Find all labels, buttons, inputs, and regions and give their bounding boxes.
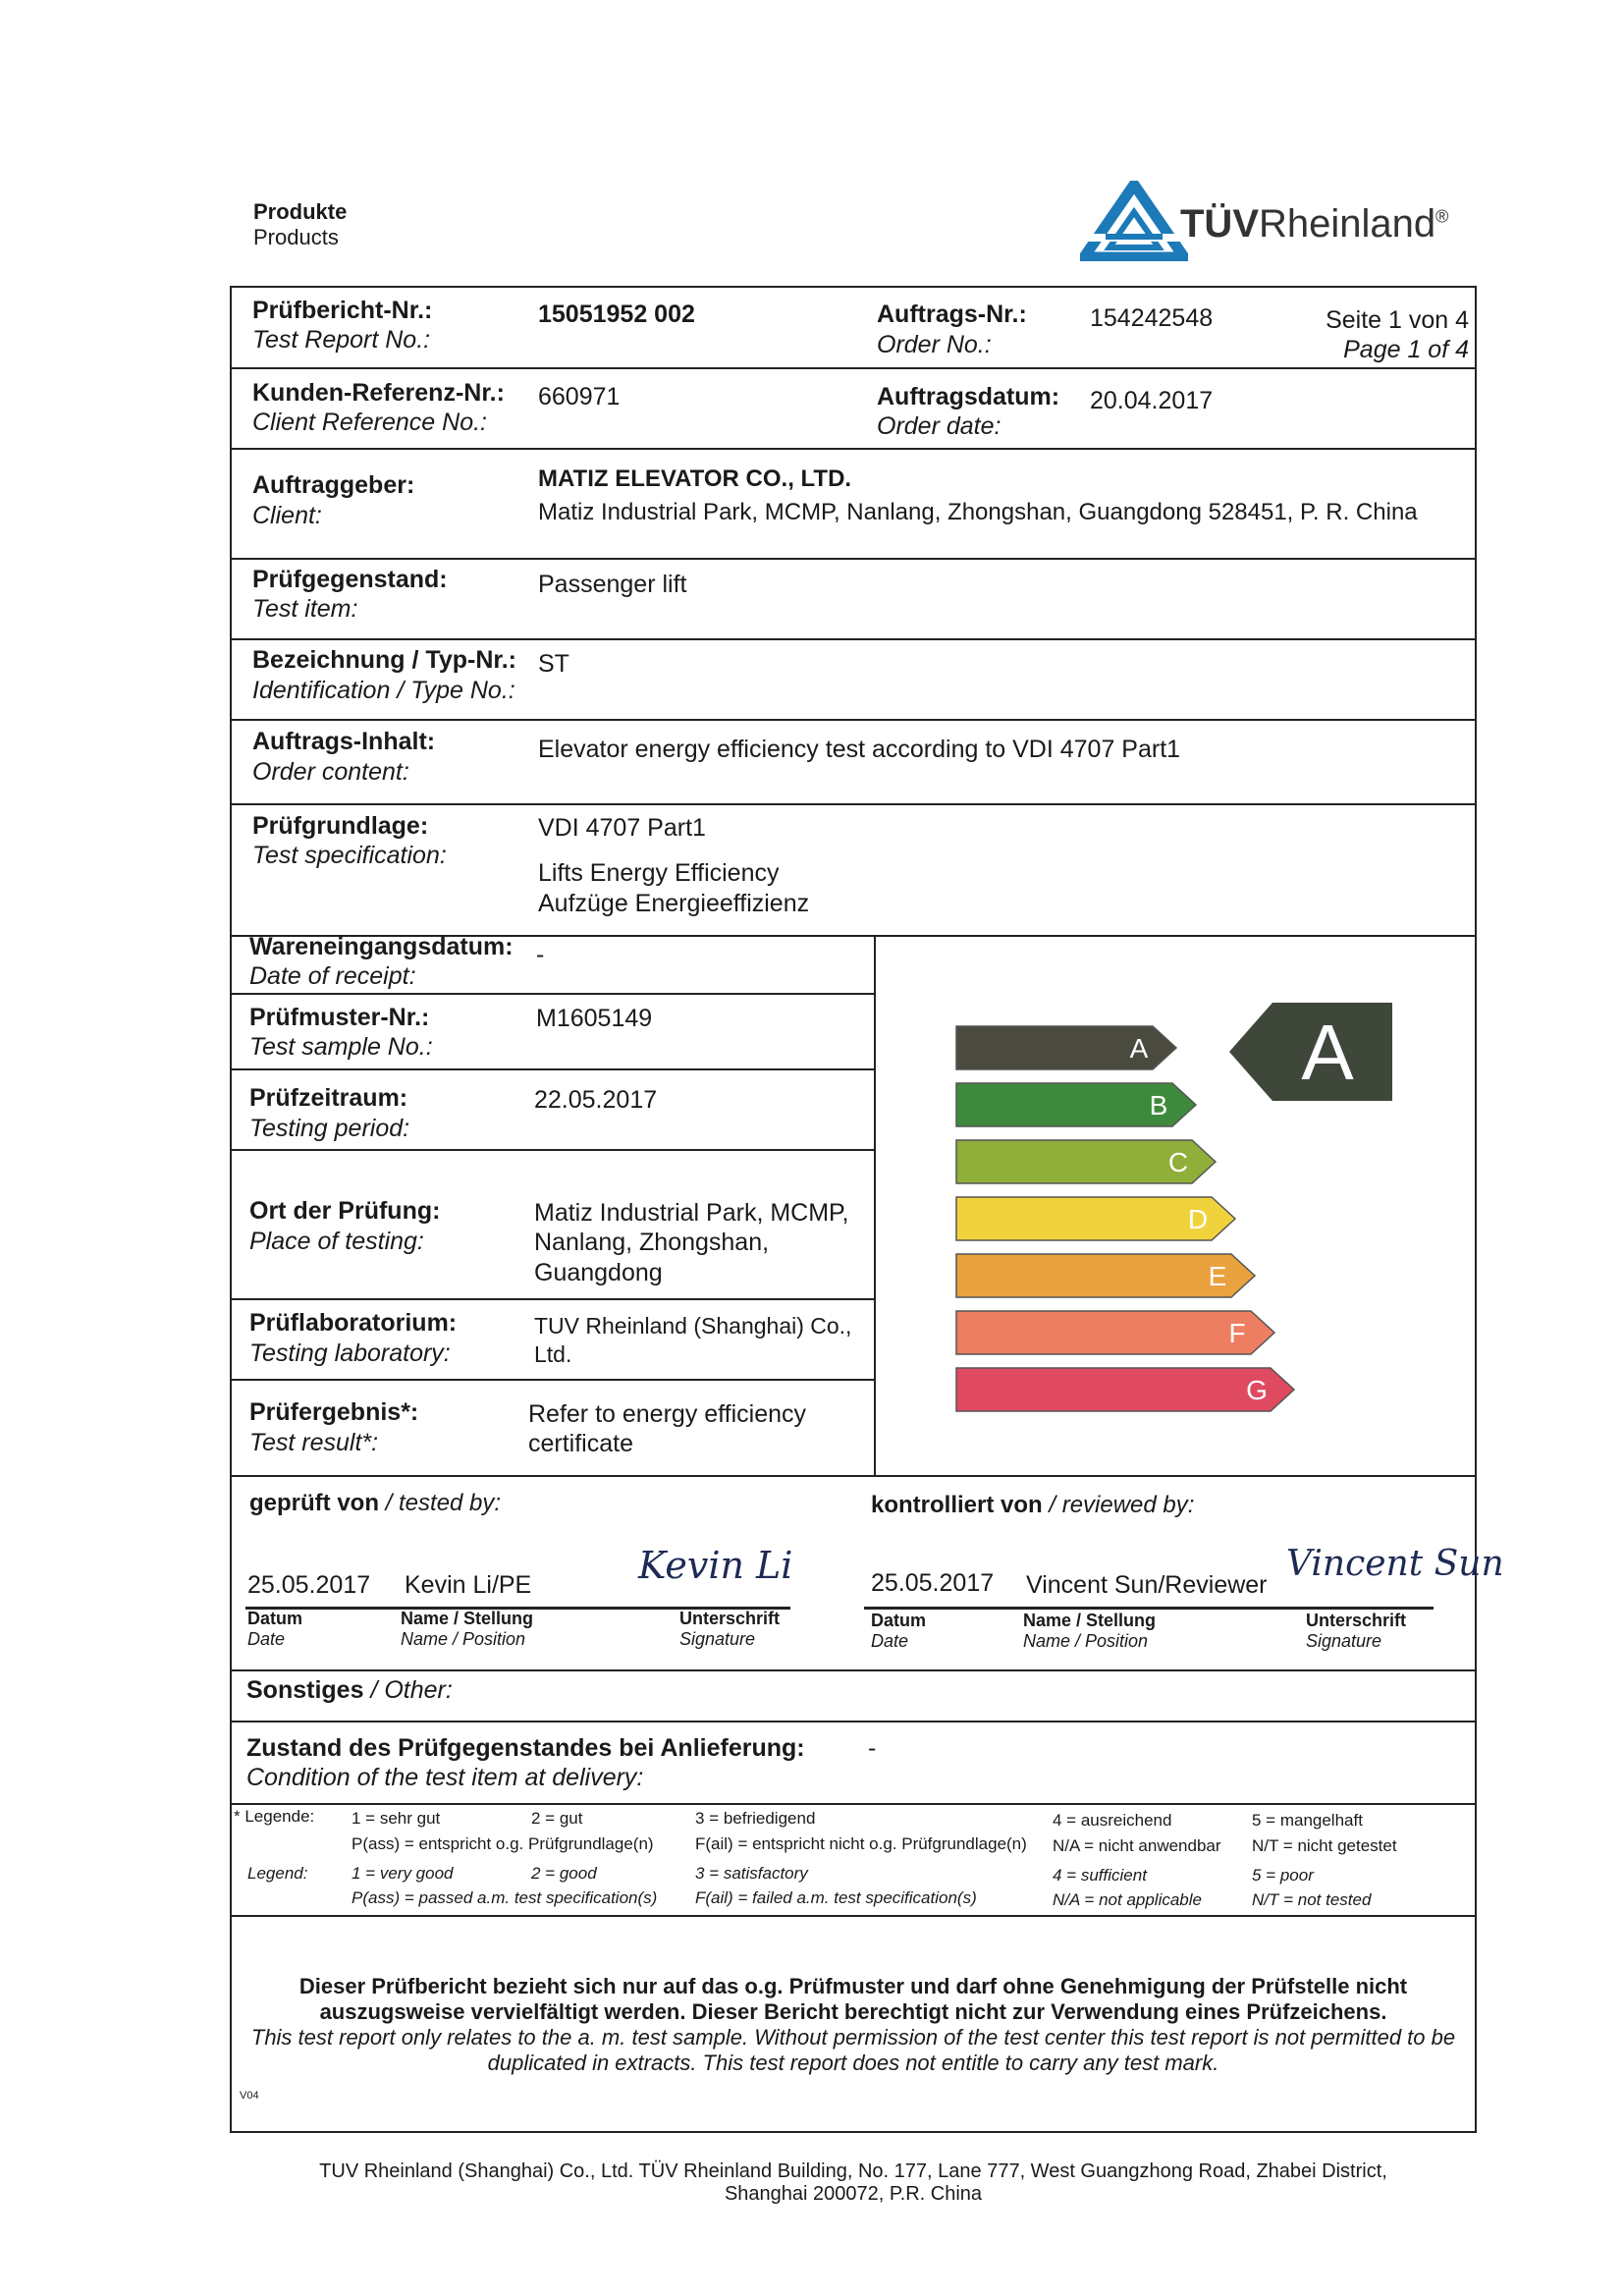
tuv-wordmark xyxy=(1180,202,1448,246)
reviewed-sign-caption xyxy=(1306,1611,1406,1652)
lab-value-2: Ltd. xyxy=(534,1341,572,1367)
other-de: Sonstiges xyxy=(246,1676,364,1704)
version-code: V04 xyxy=(240,2090,259,2102)
order-content-label-en: Order content: xyxy=(252,758,409,786)
order-no-label: Auftrags-Nr.: xyxy=(877,301,1027,328)
sign-de: Unterschrift xyxy=(679,1609,781,1628)
reviewed-by-de: kontrolliert von xyxy=(871,1492,1043,1518)
lab-value-1: TUV Rheinland (Shanghai) Co., xyxy=(534,1313,852,1339)
energy-rating-letter: A xyxy=(1301,1009,1354,1096)
tested-sign-caption xyxy=(679,1609,780,1650)
result-value-1: Refer to energy efficiency xyxy=(528,1400,807,1428)
reviewed-name-caption xyxy=(1023,1611,1156,1652)
footer-line-1: TUV Rheinland (Shanghai) Co., Ltd. TÜV Rheinland Building, No. 177, Lane 777, West Guangzhong Road, Zhabei District, xyxy=(319,2160,1387,2182)
test-spec-value-3: Aufzüge Energieeffizienz xyxy=(538,890,810,917)
department-en: Products xyxy=(253,225,339,249)
place-label-en: Place of testing: xyxy=(249,1228,424,1255)
tested-date-caption xyxy=(247,1609,302,1650)
order-date-label: Auftragsdatum: xyxy=(877,383,1060,410)
date-de: Datum xyxy=(871,1611,927,1630)
energy-class-bar-f xyxy=(956,1311,1274,1354)
legend-de-pass: P(ass) = entspricht o.g. Prüfgrundlage(n) xyxy=(352,1834,654,1853)
reviewed-date: 25.05.2017 xyxy=(871,1569,995,1597)
client-name: MATIZ ELEVATOR CO., LTD. xyxy=(538,465,852,492)
order-content-label: Auftrags-Inhalt: xyxy=(252,728,436,755)
test-item-label: Prüfgegenstand: xyxy=(252,566,448,593)
legend-en-5: 5 = poor xyxy=(1252,1866,1314,1885)
legend-de-4: 4 = ausreichend xyxy=(1053,1811,1172,1830)
tested-name-caption xyxy=(401,1609,533,1650)
name-de: Name / Stellung xyxy=(1023,1611,1157,1630)
legend-de-nt: N/T = nicht getestet xyxy=(1252,1836,1397,1855)
sample-label: Prüfmuster-Nr.: xyxy=(249,1004,430,1031)
date-en: Date xyxy=(247,1629,286,1649)
legend-de-na: N/A = nicht anwendbar xyxy=(1053,1836,1221,1855)
energy-class-letter-e: E xyxy=(1208,1261,1227,1291)
legend-en-na: N/A = not applicable xyxy=(1053,1890,1202,1909)
identification-label: Bezeichnung / Typ-Nr.: xyxy=(252,646,516,674)
condition-value: - xyxy=(868,1734,877,1762)
footer-address xyxy=(230,2160,1477,2206)
test-item-label-en: Test item: xyxy=(252,595,358,623)
tested-by-en: / tested by: xyxy=(385,1490,502,1516)
order-content-value: Elevator energy efficiency test according to VDI 4707 Part1 xyxy=(538,736,1181,763)
tested-name: Kevin Li/PE xyxy=(405,1571,532,1599)
order-date-label-en: Order date: xyxy=(877,412,1001,440)
place-value-2: Nanlang, Zhongshan, xyxy=(534,1229,770,1256)
name-en: Name / Position xyxy=(401,1629,526,1649)
legend-de-2: 2 = gut xyxy=(531,1809,583,1828)
client-label: Auftraggeber: xyxy=(252,471,415,499)
energy-class-letter-c: C xyxy=(1167,1147,1189,1177)
reviewed-signature: Vincent Sun xyxy=(1286,1544,1504,1584)
disclaimer-en-2: duplicated in extracts. This test report does not entitle to carry any test mark. xyxy=(487,2050,1219,2075)
period-value: 22.05.2017 xyxy=(534,1086,658,1114)
energy-class-bar-g xyxy=(956,1368,1294,1411)
identification-value: ST xyxy=(538,650,569,678)
result-label-en: Test result*: xyxy=(249,1429,379,1456)
disclaimer-de-1: Dieser Prüfbericht bezieht sich nur auf das o.g. Prüfmuster und darf ohne Genehmigung der Prüfstelle nicht xyxy=(298,1974,1408,1998)
test-spec-value-2: Lifts Energy Efficiency xyxy=(538,859,780,887)
test-spec-label-en: Test specification: xyxy=(252,842,447,869)
test-spec-label: Prüfgrundlage: xyxy=(252,812,429,840)
order-no-label-en: Order No.: xyxy=(877,331,992,358)
name-de: Name / Stellung xyxy=(401,1609,534,1628)
energy-class-letter-g: G xyxy=(1246,1375,1268,1405)
energy-class-letter-f: F xyxy=(1228,1318,1246,1348)
legend-de-1: 1 = sehr gut xyxy=(352,1809,441,1828)
sign-de: Unterschrift xyxy=(1306,1611,1407,1630)
legend-en-1: 1 = very good xyxy=(352,1864,454,1883)
receipt-value: - xyxy=(536,941,545,968)
place-value-3: Guangdong xyxy=(534,1259,663,1286)
energy-class-letter-b: B xyxy=(1149,1090,1168,1121)
footer-line-2: Shanghai 200072, P.R. China xyxy=(724,2183,983,2205)
receipt-label-en: Date of receipt: xyxy=(249,962,416,990)
test-item-value: Passenger lift xyxy=(538,571,687,598)
result-label: Prüfergebnis*: xyxy=(249,1398,419,1426)
report-no-label: Prüfbericht-Nr.: xyxy=(252,297,433,324)
condition-label: Zustand des Prüfgegenstandes bei Anlieferung: xyxy=(246,1734,805,1762)
legend-en-pass: P(ass) = passed a.m. test specification(s) xyxy=(352,1888,658,1907)
tuv-wordmark-rheinland: Rheinland xyxy=(1259,202,1436,246)
page-number: Seite 1 von 4 xyxy=(1326,306,1469,334)
name-en: Name / Position xyxy=(1023,1631,1149,1651)
report-no-label-en: Test Report No.: xyxy=(252,326,431,354)
legend-de-3: 3 = befriedigend xyxy=(695,1809,816,1828)
order-date-value: 20.04.2017 xyxy=(1090,387,1214,414)
receipt-label: Wareneingangsdatum: xyxy=(249,933,514,960)
tested-by-de: geprüft von xyxy=(249,1490,379,1516)
sample-value: M1605149 xyxy=(536,1005,653,1032)
legend-en-3: 3 = satisfactory xyxy=(695,1864,808,1883)
date-de: Datum xyxy=(247,1609,303,1628)
legend-en-2: 2 = good xyxy=(531,1864,597,1883)
tested-by-heading xyxy=(249,1490,501,1517)
place-label: Ort der Prüfung: xyxy=(249,1197,441,1225)
other-row xyxy=(246,1676,453,1705)
department-de: Produkte xyxy=(253,199,348,224)
legend-en-fail: F(ail) = failed a.m. test specification(s) xyxy=(695,1888,977,1907)
date-en: Date xyxy=(871,1631,909,1651)
test-spec-value-1: VDI 4707 Part1 xyxy=(538,814,706,842)
legend-en-4: 4 = sufficient xyxy=(1053,1866,1147,1885)
reviewed-by-heading xyxy=(871,1492,1194,1519)
identification-label-en: Identification / Type No.: xyxy=(252,677,515,704)
disclaimer-de-2: auszugsweise vervielfältigt werden. Dieser Bericht berechtigt nicht zur Verwendung eines Prüfzeichens. xyxy=(319,1999,1387,2024)
tested-date: 25.05.2017 xyxy=(247,1571,371,1599)
reviewed-by-en: / reviewed by: xyxy=(1049,1492,1195,1518)
reviewed-name: Vincent Sun/Reviewer xyxy=(1026,1571,1268,1599)
client-ref-label-en: Client Reference No.: xyxy=(252,409,488,436)
energy-class-letter-a: A xyxy=(1129,1033,1149,1064)
lab-label: Prüflaboratorium: xyxy=(249,1309,458,1337)
disclaimer xyxy=(230,1974,1477,2076)
lab-label-en: Testing laboratory: xyxy=(249,1339,451,1367)
tuv-wordmark-tuv: TÜV xyxy=(1180,202,1259,246)
tuv-triangle-icon xyxy=(1080,181,1188,261)
other-en: / Other: xyxy=(370,1676,453,1704)
client-address: Matiz Industrial Park, MCMP, Nanlang, Zhongshan, Guangdong 528451, P. R. China xyxy=(538,499,1418,525)
legend-label-de: * Legende: xyxy=(234,1807,315,1826)
condition-label-en: Condition of the test item at delivery: xyxy=(246,1764,644,1791)
energy-class-letter-d: D xyxy=(1187,1204,1209,1234)
legend-de-5: 5 = mangelhaft xyxy=(1252,1811,1363,1830)
legend-en-nt: N/T = not tested xyxy=(1252,1890,1372,1909)
tuv-wordmark-reg: ® xyxy=(1435,206,1449,227)
department-label xyxy=(253,199,347,250)
legend-label-en: Legend: xyxy=(247,1864,308,1883)
sign-en: Signature xyxy=(1306,1631,1382,1651)
order-no-value: 154242548 xyxy=(1090,304,1214,332)
report-no-value: 15051952 002 xyxy=(538,301,695,328)
client-ref-value: 660971 xyxy=(538,383,621,410)
sign-en: Signature xyxy=(679,1629,756,1649)
period-label-en: Testing period: xyxy=(249,1115,410,1142)
client-ref-label: Kunden-Referenz-Nr.: xyxy=(252,379,505,407)
period-label: Prüfzeitraum: xyxy=(249,1084,408,1112)
result-value-2: certificate xyxy=(528,1430,633,1457)
reviewed-date-caption xyxy=(871,1611,926,1652)
disclaimer-en-1: This test report only relates to the a. m. test sample. Without permission of the test center this test report is not permitted to be xyxy=(250,2025,1456,2050)
client-label-en: Client: xyxy=(252,502,322,529)
page-number-en: Page 1 of 4 xyxy=(1343,336,1469,363)
sample-label-en: Test sample No.: xyxy=(249,1033,433,1061)
legend-de-fail: F(ail) = entspricht nicht o.g. Prüfgrundlage(n) xyxy=(695,1834,1027,1853)
place-value-1: Matiz Industrial Park, MCMP, xyxy=(534,1199,849,1227)
tested-signature: Kevin Li xyxy=(638,1544,793,1587)
energy-efficiency-label xyxy=(943,992,1394,1424)
tuv-logo xyxy=(1080,177,1492,265)
